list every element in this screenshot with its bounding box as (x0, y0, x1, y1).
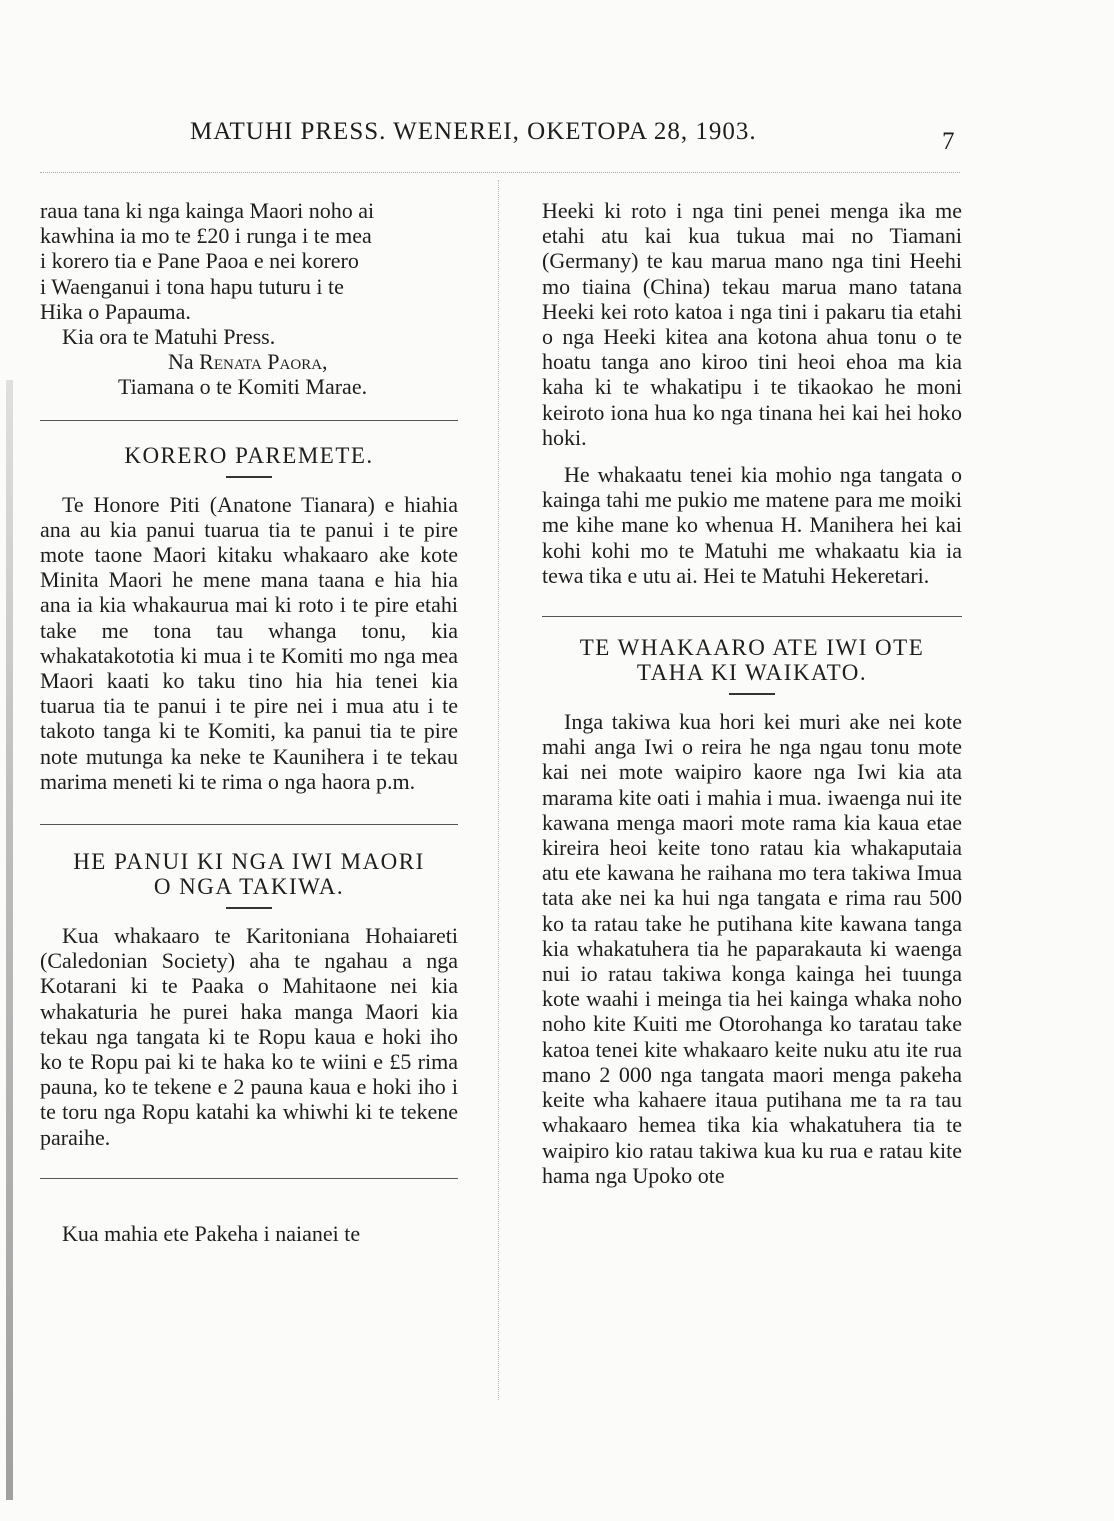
letter-signature (40, 349, 458, 374)
letter-line: i Waenganui i tona hapu tuturu i te (40, 273, 344, 299)
article-body: Heeki ki roto i nga tini penei menga ika me etahi atu kai kua tukua mai no Tiamani (Germany) te kau marua mano nga tini Heehi mo tiaina (China) tekau marua mano tatana Heeki kei roto katoa i nga tini i pakaru tia etahi o nga Heeki kitea ana kotona ahua tonu o te hoatu tanga ano kiroo tini heoi ehoa ma kia kaha ki te whakatipu i te tikaokao he moni keiroto iona hua ko nga tinana hei kai hei hoko hoki. (542, 198, 962, 450)
signature-role: Tiamana o te Komiti Marae. (118, 374, 368, 400)
section-rule (40, 420, 458, 421)
section-title-line1: TE WHAKAARO ATE IWI OTE (579, 635, 925, 661)
article-body: He whakaatu tenei kia mohio nga tangata o kainga tahi me pukio me matene para me moiki me kihe mane ko whenua H. Manihera hei kai kohi kohi mo te Matuhi me whakaatu kia ia tewa tika e utu ai. Hei te Matuhi Hekeretari. (542, 462, 962, 588)
title-rule (729, 693, 775, 695)
title-rule (226, 476, 272, 478)
letter-line: Hika o Papauma. (40, 298, 191, 324)
section-rule (542, 616, 962, 617)
header-rule (40, 172, 960, 173)
article-body: Te Honore Piti (Anatone Tianara) e hiahia ana au kia panui tuarua tia te panui i te pire mote taone Maori kitaku whakaaro ake kote Minita Maori he mene mana taana e hia hia ana ia kia whakaurua mai ki roto i te pire etahi take me tona tau whanga tonu, kia whakatakototia ki mua i te Komiti mo nga mea Maori kaati ko taku tino hia hia tenei kia tuarua tia te panui i te pire nei i mua atu i te takoto tanga ki te Komiti, ka panui tia te pire note mutunga ka neke te Kaunihera i te tekau marima meneti ki te rima o nga haora p.m. (40, 491, 458, 794)
letter-line: i korero tia e Pane Paoa e nei korero (40, 248, 359, 274)
scan-edge-shadow (6, 380, 13, 1500)
section-title-line2: TAHA KI WAIKATO. (636, 660, 868, 686)
section-rule (40, 824, 458, 825)
article-body: Inga takiwa kua hori kei muri ake nei kote mahi anga Iwi o reira he nga ngau tonu mote kai nei mote waipiro kaore nga Iwi kia ata marama kite oati i mahia i mua. iwaenga nui ite kawana menga maori mote rama kia kaua etae kireira heoi keite tono ratau kia whakaputaia atu ete kawana he raihana mo tera takiwa Imua tata ake nei ka hui nga tangata e rima rau 500 ko ta ratau take he putihana kite kawana tanga kia whakatuhera tia he paparakauta ki waenga nui io ratau takiwa konga kainga hei tuunga kote waahi i meinga tia hei kainga whaka noho noho kite Kuiti me Otorohanga ko taratau take katoa tenei kite whakaaro keite nuku atu ite rua mano 2 000 nga tangata maori menga pakeha keite wha kahaere itaua putihana me ta ra tau whakaaro hemea tika kia whakatuhera tia te waipiro kio ratau takiwa kua ku rua e ratau kite hama nga Upoko ote (542, 709, 962, 1188)
section-title-line1: HE PANUI KI NGA IWI MAORI (73, 849, 425, 875)
page-header: MATUHI PRESS. WENEREI, OKETOPA 28, 1903. (190, 118, 757, 145)
letter-line: kawhina ia mo te £20 i runga i te mea (40, 223, 372, 249)
letter-closing: Kia ora te Matuhi Press. (62, 324, 276, 350)
section-title: KORERO PAREMETE. (124, 442, 374, 468)
right-column (542, 198, 962, 1188)
column-divider (498, 180, 499, 1400)
signature-name: Renata Paora, (199, 349, 328, 375)
left-column (40, 198, 458, 1246)
letter-continuation (40, 198, 458, 324)
article-body: Kua mahia ete Pakeha i naianei te (62, 1220, 361, 1246)
section-title-line2: O NGA TAKIWA. (153, 874, 345, 900)
article-body: Kua whakaaro te Karitoniana Hohaiareti (Caledonian Society) aha te ngahau a nga Kotarani ki te Paaka o Mahitaone nei kia whakaturia he purei haka manga Maori kia tekau nga tangata ki te Ropu kaua e hoki iho ko te Ropu pai ki te haka ko te wiini e £5 rima pauna, ko te tekene e 2 pauna kaua e hoki iho i te toru nga Ropu katahi ka whiwhi ki te tekene paraihe. (40, 923, 458, 1150)
signature-prefix: Na (168, 349, 194, 375)
page-number: 7 (942, 128, 955, 155)
letter-line: raua tana ki nga kainga Maori noho ai (40, 198, 375, 223)
title-rule (226, 907, 272, 909)
